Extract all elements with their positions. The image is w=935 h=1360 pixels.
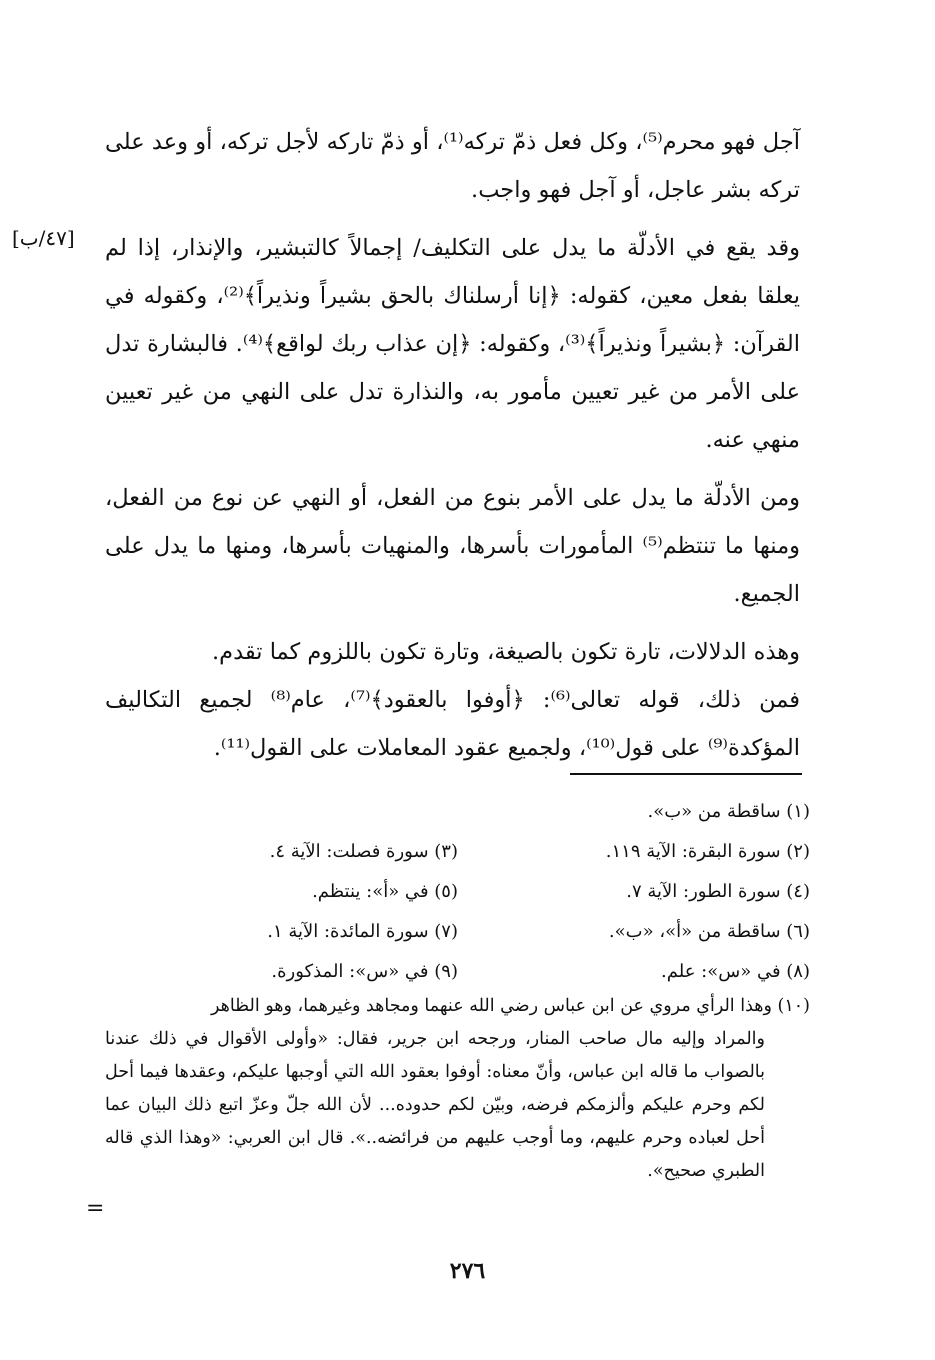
continuation-mark: = [86,1196,105,1221]
footnote-row [105,872,810,912]
footnote-row [105,912,810,952]
footnote-row [105,832,810,872]
footnote-10-body: والمراد وإليه مال صاحب المنار، ورجحه ابن جرير، فقال: «وأولى الأقوال في ذلك عندنا بالصواب ما قاله ابن عباس، وأنّ معناه: أوفوا بعقود الله التي أوجبها عليكم، وعقدها فيما أحل لكم وحرم عليكم وألزمكم فرضه، وبيّن لكم حدوده... لأن الله جلّ وعزّ اتبع ذلك البيان عما أحل لعباده وحرم عليهم، وما أوجب عليهم من فرائضه..». قال ابن العربي: «وهذا الذي قاله الطبري صحيح». [105,1029,765,1181]
main-text [105,118,800,772]
paragraph: وقد يقع في الأدلّة ما يدل على التكليف/ إجمالاً كالتبشير، والإنذار، إذا لم يعلقا بفعل معين، كقوله: ﴿إنا أرسلناك بالحق بشيراً ونذيراً﴾⁽²⁾، وكقوله في القرآن: ﴿بشيراً ونذيراً﴾⁽³⁾، وكقوله: ﴿إن عذاب ربك لواقع﴾⁽⁴⁾. فالبشارة تدل على الأمر من غير تعيين مأمور به، والنذارة تدل على النهي من غير تعيين منهي عنه. [105,235,800,453]
footnote: (٣) سورة فصلت: الآية ٤. [269,841,458,862]
footnote-10-first-line: (١٠) وهذا الرأي مروي عن ابن عباس رضي الله عنهما ومجاهد وغيرهما، وهو الظاهر [210,996,810,1016]
footnote: (٧) سورة المائدة: الآية ١. [267,921,458,942]
footnote-row [105,792,810,832]
paragraph: آجل فهو محرم⁽⁵⁾، وكل فعل ذمّ تركه⁽¹⁾، أو ذمّ تاركه لأجل تركه، أو وعد على تركه بشر عاجل، أو آجل فهو واجب. [105,129,801,203]
footnote: (٤) سورة الطور: الآية ٧. [626,881,810,902]
footnote: (٦) ساقطة من «أ»، «ب». [608,921,810,942]
footnote [106,792,458,832]
footnote: (٢) سورة البقرة: الآية ١١٩. [605,841,810,862]
paragraph: وهذه الدلالات، تارة تكون بالصيغة، وتارة تكون باللزوم كما تقدم. [212,639,800,665]
footnote: (١) ساقطة من «ب». [647,801,810,822]
footnote: (٩) في «س»: المذكورة. [271,961,458,982]
paragraph: ومن الأدلّة ما يدل على الأمر بنوع من الفعل، أو النهي عن نوع من الفعل، ومنها ما تنتظم⁽⁵⁾ المأمورات بأسرها، والمنهيات بأسرها، ومنها ما يدل على الجميع. [105,485,801,607]
page-number: ٢٧٦ [449,1258,486,1284]
footnote: (٥) في «أ»: ينتظم. [312,881,458,902]
footnote: (٨) في «س»: علم. [661,961,810,982]
footnote-10 [105,990,810,1188]
footnotes-grid [105,792,810,992]
footnote-row [105,952,810,992]
footnote-separator [570,773,802,775]
manuscript-folio-reference: [٤٧/ب] [12,226,75,250]
paragraph: فمن ذلك، قوله تعالى⁽⁶⁾: ﴿أوفوا بالعقود﴾⁽⁷⁾، عام⁽⁸⁾ لجميع التكاليف المؤكدة⁽⁹⁾ على قول⁽¹⁰⁾، ولجميع عقود المعاملات على القول⁽¹¹⁾. [105,687,800,761]
